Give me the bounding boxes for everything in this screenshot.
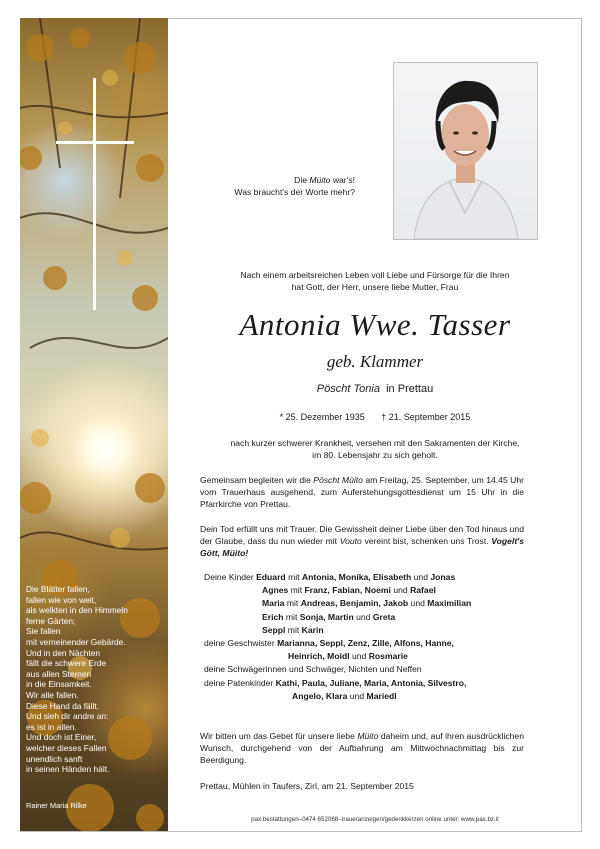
funeral-paragraph xyxy=(200,474,524,510)
intro-line-1: Nach einem arbeitsreichen Leben voll Liebe und Fürsorge für die Ihren xyxy=(240,270,510,280)
prayer-italic: Müito xyxy=(357,731,379,741)
hometown: in Prettau xyxy=(386,383,434,395)
intro-line-2: hat Gott, der Herr, unsere liebe Mutter, Frau xyxy=(291,282,459,292)
motto-text: war's! xyxy=(330,175,355,185)
poem-line: in seinen Händen hält. xyxy=(26,764,110,775)
sorrow-closing: Vogelt's Gött, Müito! xyxy=(200,536,524,558)
illness-line-2: im 80. Lebensjahr zu sich geholt. xyxy=(312,450,438,460)
intro xyxy=(180,269,570,293)
survivor-row xyxy=(204,650,544,663)
survivor-text: mit xyxy=(288,585,305,596)
place-and-date: Prettau, Mühlen in Taufers, Zirl, am 21. September 2015 xyxy=(200,781,414,791)
survivor-name: Angelo, Klara xyxy=(292,690,348,701)
survivor-name: Maria xyxy=(262,598,285,609)
poem-line: Und sieh dir andre an: xyxy=(26,711,109,722)
survivor-text: deine Patenkinder xyxy=(204,677,276,688)
autumn-tree-photo xyxy=(20,18,168,831)
prayer-text: daheim und, auf ihren ausdrücklichen Wunsch, durchgehend von der Aufbahrung am Mittwochnachmittag bis zur Beerdigung. xyxy=(200,731,524,765)
survivor-row xyxy=(204,597,544,610)
survivor-name: Erich xyxy=(262,611,284,622)
survivor-row xyxy=(204,690,544,703)
poem-line: Sie fallen xyxy=(26,626,61,637)
deceased-name: Antonia Wwe. Tasser xyxy=(239,307,511,342)
survivor-text: und xyxy=(347,690,367,701)
survivor-name: Sonja, Martin xyxy=(299,611,354,622)
birth-name: geb. Klammer xyxy=(326,352,424,371)
survivor-name: Eduard xyxy=(256,572,286,582)
survivor-text: und xyxy=(411,572,431,582)
poem-line: welcher dieses Fallen xyxy=(26,742,107,753)
survivor-name: Franz, Fabian, Noemi xyxy=(304,585,391,596)
survivor-text: und xyxy=(390,585,411,596)
sorrow-italic: Vouto xyxy=(339,536,362,546)
death-date: † 21. September 2015 xyxy=(381,412,471,422)
survivor-text: und xyxy=(408,598,428,609)
survivor-name: Maximilian xyxy=(427,598,472,609)
motto-text: Die xyxy=(294,175,310,185)
funeral-text: Gemeinsam begleiten wir die xyxy=(200,475,314,485)
cross-icon xyxy=(56,78,134,310)
prayer-text: Wir bitten um das Gebet für unsere liebe xyxy=(200,731,358,741)
poem xyxy=(26,584,166,775)
survivor-name: Heinrich, Moidl xyxy=(288,651,350,662)
survivor-name: Karin xyxy=(301,624,324,635)
poem-line: als welkten in den Himmeln xyxy=(26,605,128,616)
survivor-row xyxy=(204,677,544,690)
life-dates xyxy=(180,412,570,422)
survivor-row xyxy=(204,611,544,624)
motto-italic: Müito xyxy=(309,175,331,185)
birth-date: * 25. Dezember 1935 xyxy=(279,412,365,422)
poem-line: ferne Gärten; xyxy=(26,615,76,626)
sorrow-text: Dein Tod erfüllt uns mit Trauer. Die Gewissheit deiner Liebe über den Tod hinaus und der Glaube, dass du nun wieder mit xyxy=(200,524,524,546)
survivor-text: mit xyxy=(285,624,302,635)
survivor-row xyxy=(204,637,544,650)
survivor-name: Mariedl xyxy=(366,690,397,701)
survivor-text: mit xyxy=(285,572,302,582)
poem-line: mit verneinender Gebärde. xyxy=(26,636,126,647)
survivor-text: Deine Kinder xyxy=(204,572,257,582)
survivor-text: und xyxy=(353,611,373,622)
survivor-text: mit xyxy=(284,598,301,609)
poem-line: Und doch ist Einer, xyxy=(26,732,97,743)
prayer-paragraph xyxy=(200,730,524,766)
poem-line: Die Blätter fallen, xyxy=(26,584,90,594)
survivor-name: Greta xyxy=(372,611,396,622)
sorrow-paragraph xyxy=(200,523,524,559)
illness-text xyxy=(180,437,570,461)
portrait-photo xyxy=(393,62,538,240)
funeral-italic: Pöscht Müito xyxy=(313,475,363,485)
sorrow-text: vereint bist, schenken uns Trost. xyxy=(361,536,492,546)
survivor-text: mit xyxy=(283,611,300,622)
poem-line: fallen wie von weit, xyxy=(26,594,97,605)
survivor-row: deine Schwägerinnen und Schwäger, Nichten und Neffen xyxy=(204,664,422,675)
nickname: Pöscht Tonia xyxy=(316,383,380,395)
survivor-name: Andreas, Benjamin, Jakob xyxy=(300,598,409,609)
survivor-name: Agnes xyxy=(262,585,289,596)
motto xyxy=(205,174,355,198)
survivor-text: deine Geschwister xyxy=(204,638,278,649)
survivor-row xyxy=(204,624,544,637)
portrait-graphic xyxy=(394,63,537,239)
survivor-text: und xyxy=(349,651,369,662)
poem-line: Und in den Nächten xyxy=(26,647,101,658)
survivor-name: Kathi, Paula, Juliane, Maria, Antonia, Silvestro, xyxy=(275,677,467,688)
survivor-row xyxy=(204,584,544,597)
nickname-line xyxy=(180,383,570,395)
poem-line: in die Einsamkeit. xyxy=(26,679,92,690)
motto-line-2: Was braucht's der Worte mehr? xyxy=(234,187,355,197)
survivor-name: Marianna, Seppl, Zenz, Zille, Alfons, Hanne, xyxy=(277,638,454,649)
poem-line: Diese Hand da fällt. xyxy=(26,700,100,711)
illness-line-1: nach kurzer schwerer Krankheit, versehen mit den Sakramenten der Kirche, xyxy=(230,438,520,448)
poem-line: Wir alle fallen. xyxy=(26,689,79,700)
poem-line: es ist in allen. xyxy=(26,721,77,732)
survivor-name: Rosmarie xyxy=(368,651,408,662)
survivors-list xyxy=(204,571,544,703)
poem-line: aus allen Sternen xyxy=(26,668,92,679)
survivor-row xyxy=(204,571,544,584)
motto-line-1 xyxy=(205,174,355,186)
survivor-name: Antonia, Monika, Elisabeth xyxy=(301,572,412,582)
survivor-name: Jonas xyxy=(430,572,456,582)
poem-line: fällt die schwere Erde xyxy=(26,658,107,669)
poem-line: unendlich sanft xyxy=(26,753,83,764)
survivor-name: Seppl xyxy=(262,624,286,635)
poem-author: Rainer Maria Rilke xyxy=(26,801,87,810)
funeral-text: am Freitag, 25. September, um 14.45 Uhr vom Trauerhaus ausgehend, zum Auferstehungsgottesdienst um 15 Uhr in die Pfarrkirche von Prettau. xyxy=(200,475,524,509)
survivor-name: Rafael xyxy=(410,585,436,596)
footer-credit: pax bestattungen–0474 652068–traueranzeigen/gedenkkerzen online unter: www.pax.bz.it xyxy=(251,816,499,823)
